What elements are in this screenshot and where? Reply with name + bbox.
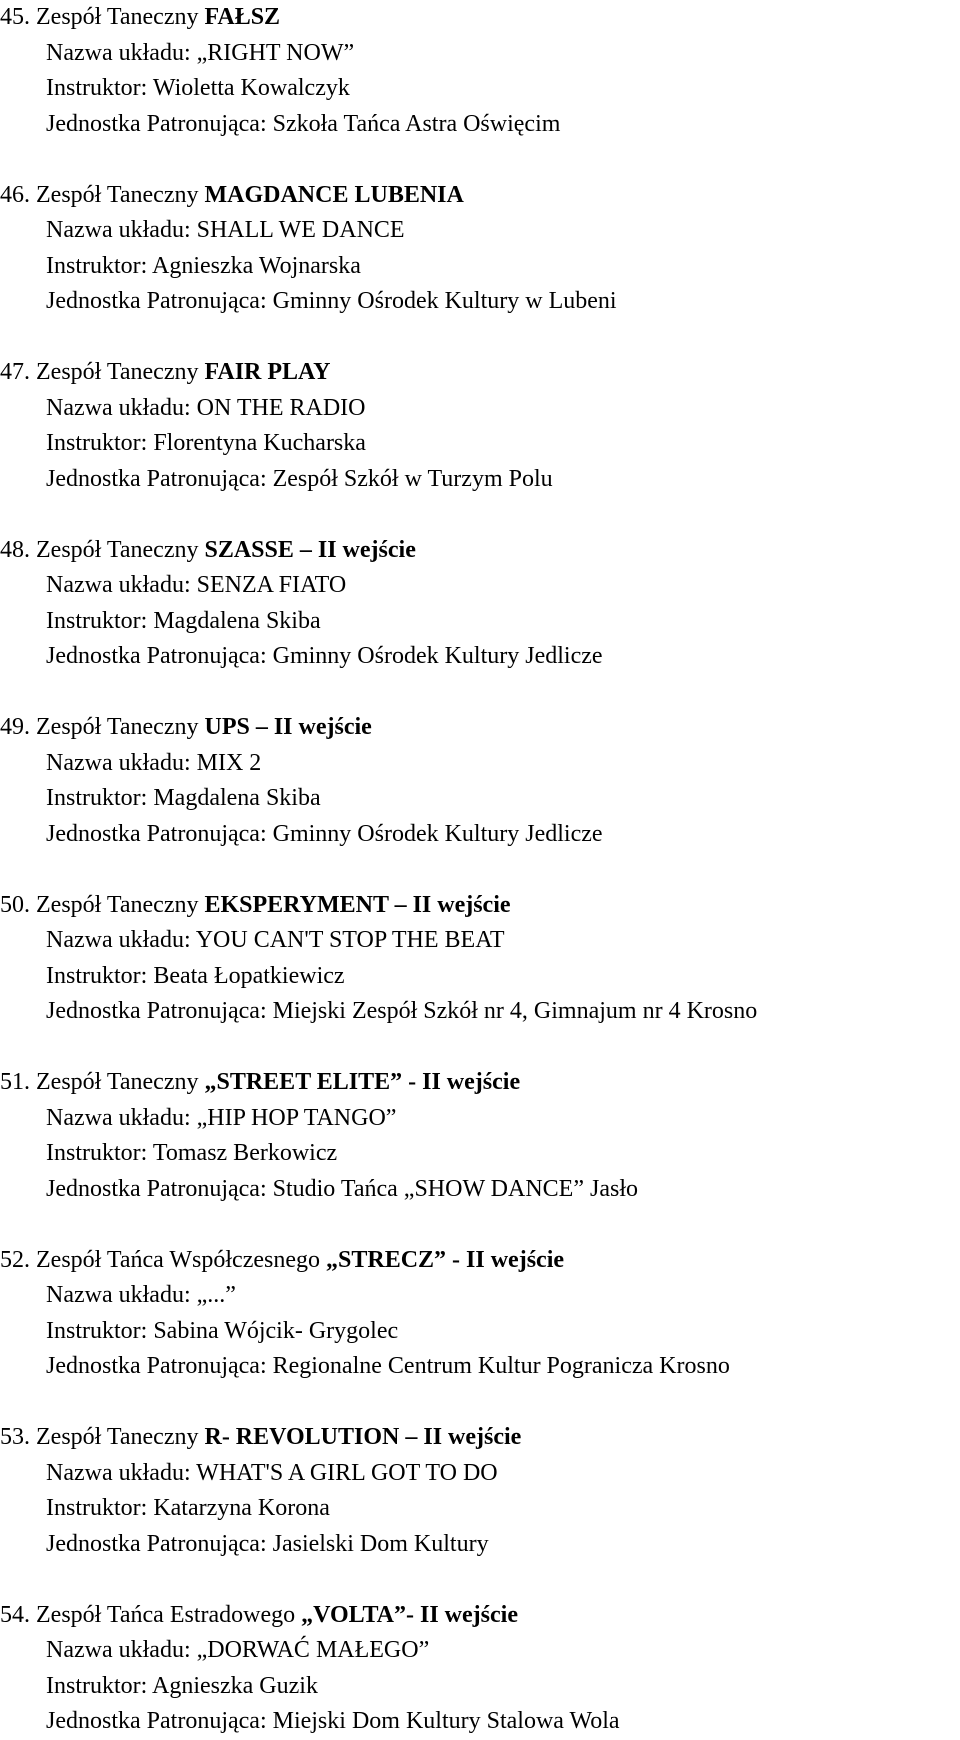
entry-title xyxy=(0,1420,960,1456)
patron-unit: Jednostka Patronująca: Miejski Zespół Szkół nr 4, Gimnajum nr 4 Krosno xyxy=(46,998,758,1024)
layout-name: Nazwa układu: MIX 2 xyxy=(46,749,262,776)
instructor: Instruktor: Magdalena Skiba xyxy=(46,607,321,634)
group-name: „VOLTA”- II wejście xyxy=(301,1601,518,1628)
entry-prefix: Zespół Taneczny xyxy=(36,714,199,740)
layout-name: Nazwa układu: „RIGHT NOW” xyxy=(46,39,355,66)
entry-prefix: Zespół Taneczny xyxy=(36,1424,199,1450)
entry-number: 48. xyxy=(0,536,30,563)
layout-name: Nazwa układu: „...” xyxy=(46,1282,236,1308)
entry-prefix: Zespół Taneczny xyxy=(36,1069,199,1095)
group-name: FAŁSZ xyxy=(204,4,281,30)
entry-46 xyxy=(0,178,960,320)
entry-49 xyxy=(0,710,960,852)
entry-prefix: Zespół Tańca Współczesnego xyxy=(36,1246,321,1273)
entry-prefix: Zespół Taneczny xyxy=(36,891,199,918)
entry-number: 49. xyxy=(0,714,30,740)
layout-name: Nazwa układu: YOU CAN'T STOP THE BEAT xyxy=(46,927,505,953)
spacer xyxy=(0,497,960,533)
patron-unit: Jednostka Patronująca: Gminny Ośrodek Kultury Jedlicze xyxy=(46,820,603,847)
spacer xyxy=(0,675,960,711)
entry-title xyxy=(0,1065,960,1101)
group-name: FAIR PLAY xyxy=(204,359,331,385)
instructor: Instruktor: Agnieszka Guzik xyxy=(46,1672,318,1699)
group-name: UPS – II wejście xyxy=(204,714,372,740)
instructor: Instruktor: Katarzyna Korona xyxy=(46,1495,330,1521)
patron-unit: Jednostka Patronująca: Regionalne Centrum Kultur Pogranicza Krosno xyxy=(46,1353,730,1379)
entry-number: 47. xyxy=(0,359,30,385)
group-name: „STREET ELITE” - II wejście xyxy=(204,1069,521,1095)
entry-number: 52. xyxy=(0,1246,30,1273)
spacer xyxy=(0,320,960,356)
entry-53 xyxy=(0,1420,960,1562)
entry-title xyxy=(0,355,960,391)
group-name: „STRECZ” - II wejście xyxy=(326,1246,565,1273)
entry-prefix: Zespół Taneczny xyxy=(36,359,199,385)
entry-number: 45. xyxy=(0,4,30,30)
patron-unit: Jednostka Patronująca: Gminny Ośrodek Kultury Jedlicze xyxy=(46,643,603,669)
entry-45 xyxy=(0,0,960,142)
instructor: Instruktor: Tomasz Berkowicz xyxy=(46,1140,338,1166)
entry-51 xyxy=(0,1065,960,1207)
entry-title xyxy=(0,178,960,214)
instructor: Instruktor: Sabina Wójcik- Grygolec xyxy=(46,1317,399,1344)
patron-unit: Jednostka Patronująca: Zespół Szkół w Turzym Polu xyxy=(46,465,553,492)
entry-prefix: Zespół Taneczny xyxy=(36,536,199,563)
spacer xyxy=(0,1385,960,1421)
instructor: Instruktor: Florentyna Kucharska xyxy=(46,430,366,456)
patron-unit: Jednostka Patronująca: Miejski Dom Kultury Stalowa Wola xyxy=(46,1708,620,1734)
patron-unit: Jednostka Patronująca: Gminny Ośrodek Kultury w Lubeni xyxy=(46,288,617,314)
entry-54 xyxy=(0,1598,960,1740)
entry-title xyxy=(0,533,960,569)
spacer xyxy=(0,1207,960,1243)
entry-prefix: Zespół Tańca Estradowego xyxy=(36,1601,296,1628)
entry-50 xyxy=(0,888,960,1030)
spacer xyxy=(0,1562,960,1598)
layout-name: Nazwa układu: „HIP HOP TANGO” xyxy=(46,1104,397,1131)
entry-title xyxy=(0,1243,960,1279)
entry-number: 53. xyxy=(0,1424,30,1450)
instructor: Instruktor: Agnieszka Wojnarska xyxy=(46,252,361,279)
group-name: MAGDANCE LUBENIA xyxy=(204,181,464,208)
entry-47 xyxy=(0,355,960,497)
entry-prefix: Zespół Taneczny xyxy=(36,181,199,208)
instructor: Instruktor: Beata Łopatkiewicz xyxy=(46,962,345,989)
entry-title xyxy=(0,1598,960,1634)
layout-name: Nazwa układu: WHAT'S A GIRL GOT TO DO xyxy=(46,1459,498,1486)
entry-number: 51. xyxy=(0,1069,30,1095)
spacer xyxy=(0,852,960,888)
entry-number: 54. xyxy=(0,1601,30,1628)
patron-unit: Jednostka Patronująca: Jasielski Dom Kultury xyxy=(46,1530,489,1557)
patron-unit: Jednostka Patronująca: Szkoła Tańca Astra Oświęcim xyxy=(46,110,561,137)
entry-title xyxy=(0,710,960,746)
group-name: R- REVOLUTION – II wejście xyxy=(204,1424,522,1450)
entry-52 xyxy=(0,1243,960,1385)
spacer xyxy=(0,142,960,178)
layout-name: Nazwa układu: „DORWAĆ MAŁEGO” xyxy=(46,1637,430,1663)
entry-title xyxy=(0,888,960,924)
group-name: EKSPERYMENT – II wejście xyxy=(204,891,511,918)
spacer xyxy=(0,1030,960,1066)
entry-number: 46. xyxy=(0,181,30,208)
layout-name: Nazwa układu: SENZA FIATO xyxy=(46,572,347,598)
group-name: SZASSE – II wejście xyxy=(204,536,416,563)
entry-number: 50. xyxy=(0,891,30,918)
entry-prefix: Zespół Taneczny xyxy=(36,4,199,30)
instructor: Instruktor: Wioletta Kowalczyk xyxy=(46,75,350,101)
layout-name: Nazwa układu: SHALL WE DANCE xyxy=(46,217,405,243)
entry-48 xyxy=(0,533,960,675)
patron-unit: Jednostka Patronująca: Studio Tańca „SHOW DANCE” Jasło xyxy=(46,1175,638,1202)
instructor: Instruktor: Magdalena Skiba xyxy=(46,785,321,811)
entry-title xyxy=(0,0,960,36)
layout-name: Nazwa układu: ON THE RADIO xyxy=(46,394,366,421)
